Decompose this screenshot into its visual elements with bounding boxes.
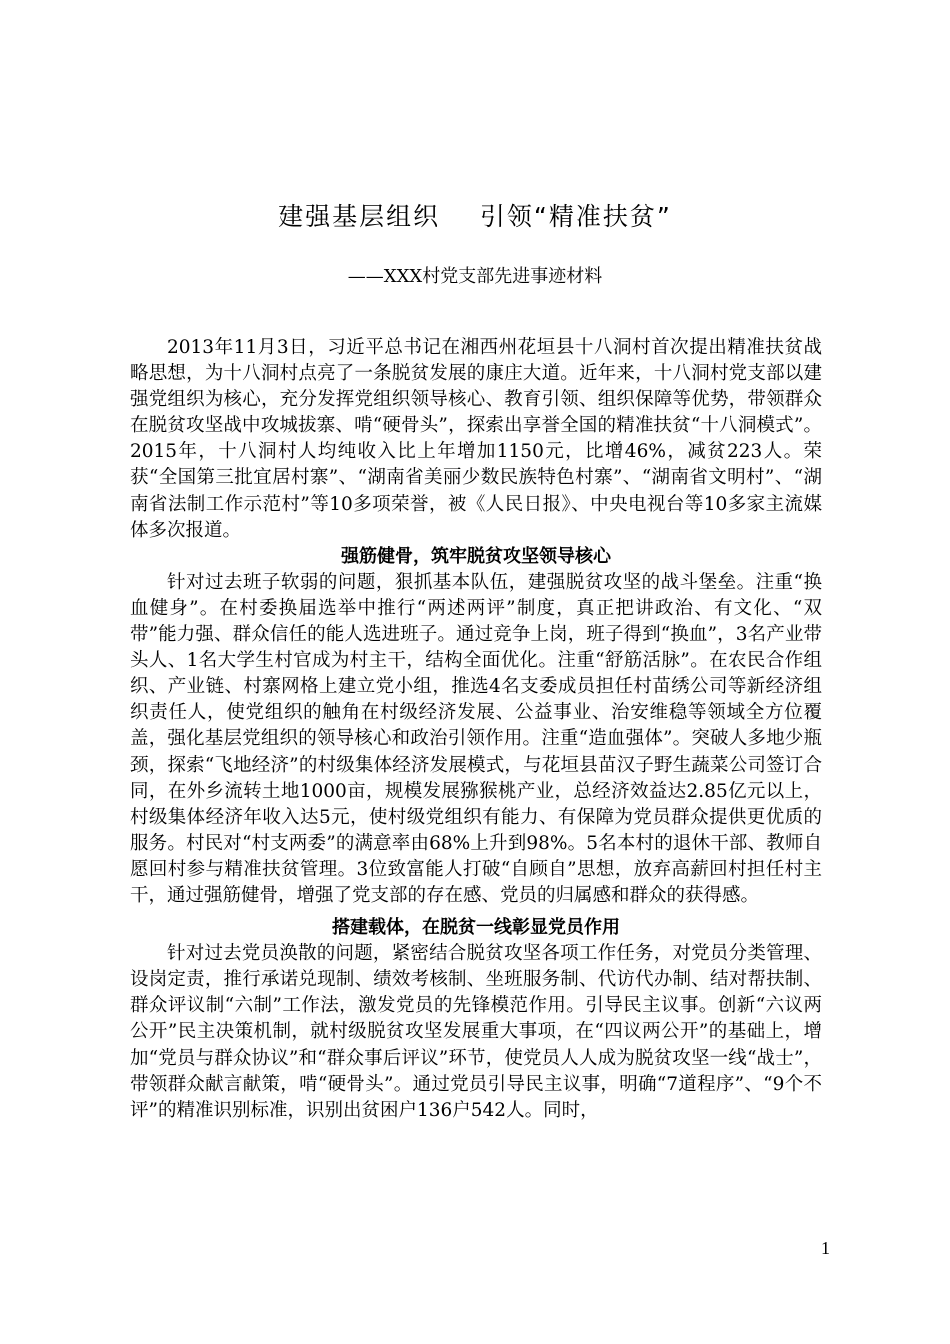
section-paragraph-2: 针对过去党员涣散的问题，紧密结合脱贫攻坚各项工作任务，对党员分类管理、设岗定责，推行承诺兑现制、绩效考核制、坐班服务制、代访代办制、结对帮扶制、群众评议制“六制”工作法，激发党员的先锋模范作用。引导民主议事。创新“六议两公开”民主决策机制，就村级脱贫攻坚发展重大事项，在“四议两公开”的基础上，增加“党员与群众协议”和“群众事后评议”环节，使党员人人成为脱贫攻坚一线“战士”，带领群众献言献策，啃“硬骨头”。通过党员引导民主议事，明确“7道程序”、“9个不评”的精准识别标准，识别出贫困户136户542人。同时， bbox=[130, 943, 822, 1121]
document-title: 建强基层组织 引领“精准扶贫” bbox=[278, 202, 672, 231]
document-subtitle: ——XXX村党支部先进事迹材料 bbox=[347, 266, 603, 287]
section-heading-1: 强筋健骨，筑牢脱贫攻坚领导核心 bbox=[341, 545, 611, 567]
page-number: 1 bbox=[821, 1238, 830, 1258]
section-heading-2: 搭建载体，在脱贫一线彰显党员作用 bbox=[332, 917, 620, 939]
document-body bbox=[130, 335, 822, 1124]
section-paragraph-1: 针对过去班子软弱的问题，狠抓基本队伍，建强脱贫攻坚的战斗堡垒。注重“换血健身”。在村委换届选举中推行“两述两评”制度，真正把讲政治、有文化、“双带”能力强、群众信任的能人选进班子。通过竞争上岗，班子得到“换血”，3名产业带头人、1名大学生村官成为村主干，结构全面优化。注重“舒筋活脉”。在农民合作组织、产业链、村寨网格上建立党小组，推选4名支委成员担任村苗绣公司等新经济组织责任人，使党组织的触角在村级经济发展、公益事业、治安维稳等领域全方位覆盖，强化基层党组织的领导核心和政治引领作用。注重“造血强体”。突破人多地少瓶颈，探索“飞地经济”的村级集体经济发展模式，与花垣县苗汉子野生蔬菜公司签订合同，在外乡流转土地1000亩，规模发展猕猴桃产业，总经济效益达2.85亿元以上，村级集体经济年收入达5元，使村级党组织有能力、有保障为党员群众提供更优质的服务。村民对“村支两委”的满意率由68%上升到98%。5名本村的退休干部、教师自愿回村参与精准扶贫管理。3位致富能人打破“自顾自”思想，放弃高薪回村担任村主干，通过强筋健骨，增强了党支部的存在感、党员的归属感和群众的获得感。 bbox=[130, 571, 822, 906]
intro-paragraph: 2013年11月3日，习近平总书记在湘西州花垣县十八洞村首次提出精准扶贫战略思想，为十八洞村点亮了一条脱贫发展的康庄大道。近年来，十八洞村党支部以建强党组织为核心，充分发挥党组织领导核心、教育引领、组织保障等优势，带领群众在脱贫攻坚战中攻城拔寨、啃“硬骨头”，探索出享誉全国的精准扶贫“十八洞模式”。2015年，十八洞村人均纯收入比上年增加1150元，比增46%，减贫223人。荣获“全国第三批宜居村寨”、“湖南省美丽少数民族特色村寨”、“湖南省文明村”、“湖南省法制工作示范村”等10多项荣誉，被《人民日报》、中央电视台等10多家主流媒体多次报道。 bbox=[130, 337, 822, 541]
